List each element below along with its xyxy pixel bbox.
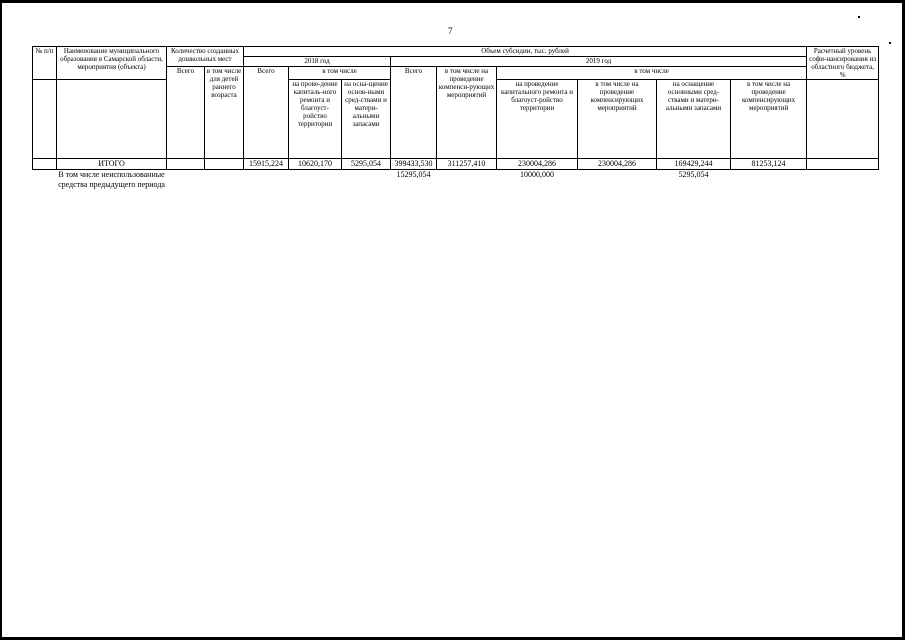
- cell-2019-total: 399433,530: [391, 159, 437, 170]
- header-2018-total: Всего: [244, 67, 289, 159]
- scan-speck: [889, 42, 891, 44]
- cell-2019-equip: 169429,244: [657, 159, 731, 170]
- cell-2019-comp: 311257,410: [437, 159, 497, 170]
- page-border-left: [0, 0, 2, 640]
- header-num: № п/п: [33, 47, 57, 80]
- header-2019-total: Всего: [391, 67, 437, 159]
- cell-unused-2019-total: 15295,054: [396, 170, 431, 179]
- header-2019-incl: в том числе: [497, 67, 807, 80]
- header-2019-equip-comp: в том числе на проведение компенсирующих мероприятий: [731, 80, 807, 159]
- header-col-num-blank: [33, 80, 57, 159]
- header-2019-repair: на проведение капитального ремонта и благоуст-ройство территории: [497, 80, 578, 159]
- cell-2019-repair: 230004,286: [497, 159, 578, 170]
- header-col-rate-blank: [807, 80, 879, 159]
- row-label-unused: В том числе неиспользованные средства предыдущего периода: [58, 170, 165, 189]
- page-border-top: [0, 0, 905, 3]
- header-2019-equip: на оснащение основными сред-ствами и матери-альными запасами: [657, 80, 731, 159]
- header-places: Количество созданных дошкольных мест: [167, 47, 244, 67]
- cell-2018-total: 15915,224: [244, 159, 289, 170]
- header-col-name-blank: [57, 80, 167, 159]
- cell-2018-equip: 5295,054: [342, 159, 391, 170]
- header-rate: Расчетный уровень софи-нансирования из областного бюджета, %: [807, 47, 879, 80]
- header-2018-incl: в том числе: [289, 67, 391, 80]
- header-2019-comp: в том числе на проведение компенси-рующих мероприятий: [437, 67, 497, 159]
- header-2018-repair: на прове-дение капиталь-ного ремонта и благоуст-ройство территории: [289, 80, 342, 159]
- scan-speck: [858, 16, 860, 18]
- cell-unused-2019-equip: 5295,054: [678, 170, 709, 179]
- header-year-2019: 2019 год: [391, 57, 807, 67]
- header-places-young: в том числе для детей раннего возраста: [205, 67, 244, 159]
- cell-2019-equip-comp: 81253,124: [731, 159, 807, 170]
- header-2019-repair-comp: в том числе на проведение компенсирующих мероприятий: [578, 80, 657, 159]
- cell-2018-repair: 10620,170: [289, 159, 342, 170]
- cell-unused-2019-repair: 10000,000: [520, 170, 554, 179]
- header-2018-equip: на осна-щение основ-ными сред-ствами и матери-альными запасами: [342, 80, 391, 159]
- page-number: 7: [448, 26, 453, 36]
- row-label-total: ИТОГО: [57, 159, 167, 170]
- table-row: [33, 170, 879, 214]
- header-subsidy: Объем субсидии, тыс. рублей: [244, 47, 807, 57]
- header-name: Наименование муниципального образования в Самарской области, мероприятия (объекта): [57, 47, 167, 80]
- table-row: [33, 159, 879, 170]
- cell-2019-repair-comp: 230004,286: [578, 159, 657, 170]
- header-places-total: Всего: [167, 67, 205, 159]
- header-year-2018: 2018 год: [244, 57, 391, 67]
- subsidy-table: [32, 46, 879, 214]
